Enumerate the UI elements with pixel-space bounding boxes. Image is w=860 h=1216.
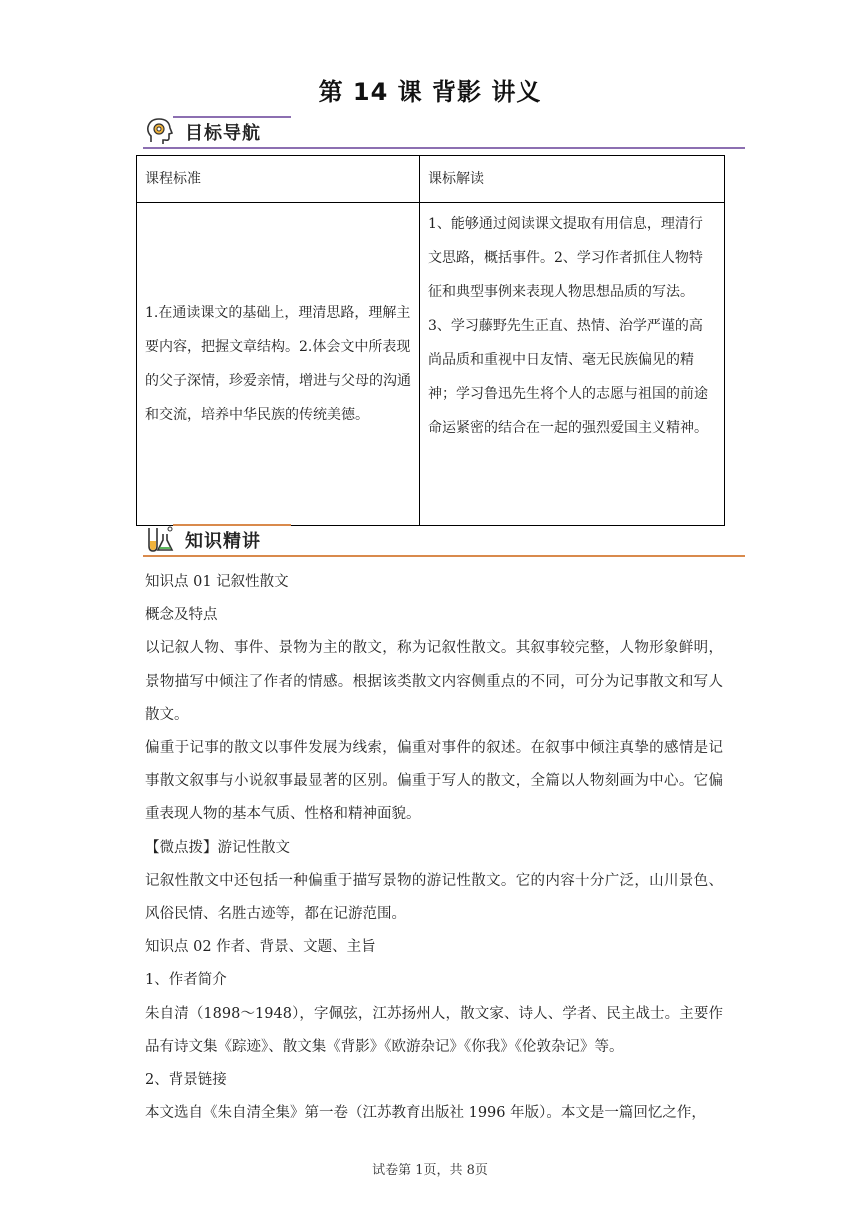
page-title: 第 14 课 背影 讲义	[318, 78, 542, 106]
section-title-knowledge: 知识精讲	[185, 531, 261, 552]
header-overline	[173, 524, 291, 526]
table-header-interpretation: 课标解读	[420, 156, 725, 203]
table-header-standard: 课程标准	[137, 156, 420, 203]
paragraph: 朱自清（1898～1948），字佩弦，江苏扬州人，散文家、诗人、学者、民主战士。主要作品有诗文集《踪迹》、散文集《背影》《欧游杂记》《你我》《伦敦杂记》等。	[145, 1005, 723, 1055]
table-row	[137, 203, 725, 526]
table-cell-interpretation	[420, 203, 725, 526]
paragraph: 以记叙人物、事件、景物为主的散文，称为记叙性散文。其叙事较完整，人物形象鲜明，景物描写中倾注了作者的情感。根据该类散文内容侧重点的不同，可分为记事散文和写人散文。	[145, 640, 723, 723]
interpretation-item: 1、能够通过阅读课文提取有用信息，理清行文思路，概括事件。2、学习作者抓住人物特征和典型事例来表现人物思想品质的写法。	[428, 216, 703, 300]
paragraph: 本文选自《朱自清全集》第一卷（江苏教育出版社 1996 年版）。本文是一篇回忆之作，	[145, 1105, 706, 1122]
subheading: 2、背景链接	[145, 1072, 227, 1089]
header-underline	[143, 147, 745, 149]
knowledge-point-heading: 知识点 02 作者、背景、文题、主旨	[145, 939, 376, 956]
paragraph: 记叙性散文中还包括一种偏重于描写景物的游记性散文。它的内容十分广泛，山川景色、风俗民情、名胜古迹等，都在记游范围。	[145, 872, 723, 923]
section-header-knowledge	[143, 524, 745, 556]
header-underline	[143, 555, 745, 557]
section-title-goals: 目标导航	[185, 123, 261, 144]
interpretation-item: 3、学习藤野先生正直、热情、治学严谨的高尚品质和重视中日友情、毫无民族偏见的精神；学习鲁迅先生将个人的志愿与祖国的前途命运紧密的结合在一起的强烈爱国主义精神。	[428, 318, 708, 436]
paragraph: 偏重于记事的散文以事件发展为线索，偏重对事件的叙述。在叙事中倾注真挚的感情是记事散文叙事与小说叙事最显著的区别。偏重于写人的散文，全篇以人物刻画为中心。它偏重表现人物的基本气质、性格和精神面貌。	[145, 740, 723, 823]
subheading: 1、作者简介	[145, 972, 227, 989]
page-footer: 试卷第 1页，共 8页	[372, 1163, 488, 1178]
subheading: 概念及特点	[145, 607, 218, 624]
table-header-row	[137, 156, 725, 203]
section-header-goals	[143, 116, 745, 148]
head-gear-icon	[145, 116, 175, 146]
knowledge-point-heading: 知识点 01 记叙性散文	[145, 574, 289, 590]
table-cell-standard: 1.在通读课文的基础上，理清思路，理解主要内容，把握文章结构。2.体会文中所表现的父子深情，珍爱亲情，增进与父母的沟通和交流，培养中华民族的传统美德。	[137, 203, 420, 526]
goals-table	[136, 155, 725, 526]
tip-heading: 【微点拨】游记性散文	[145, 839, 290, 856]
flask-icon	[145, 524, 175, 554]
lesson-content	[145, 566, 723, 1130]
header-overline	[173, 116, 291, 118]
